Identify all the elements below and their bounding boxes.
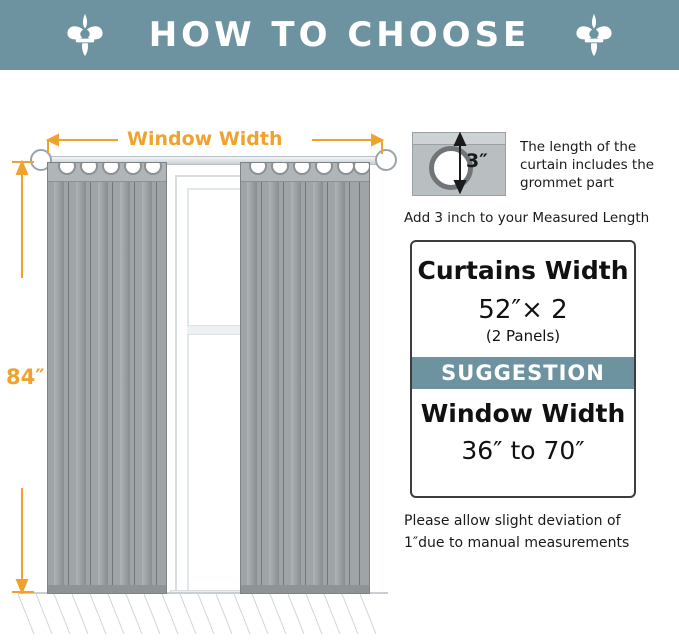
panels-note: (2 Panels): [485, 327, 561, 345]
grommet-note-text: The length of the curtain includes the grommet part: [520, 139, 655, 191]
curtains-width-title: Curtains Width: [417, 256, 629, 285]
curtain-hem: [48, 585, 166, 593]
grommet-icon: [353, 162, 370, 175]
add-length-note: Add 3 inch to your Measured Length: [404, 210, 650, 226]
curtain-header-band: [241, 163, 369, 182]
grommet-icon: [249, 162, 267, 175]
floor-hatching-icon: [18, 594, 388, 636]
page-title: HOW TO CHOOSE: [148, 15, 531, 55]
curtains-width-value: 52″× 2: [478, 295, 568, 325]
page-header: [0, 0, 679, 70]
curtain-panel-left: [47, 162, 167, 594]
grommet-icon: [102, 162, 120, 175]
curtain-folds: [48, 163, 166, 593]
disclaimer-line-2: 1″due to manual measurements: [404, 535, 630, 551]
grommet-icon: [80, 162, 98, 175]
grommet-icon: [124, 162, 142, 175]
measurement-disclaimer: [404, 510, 676, 554]
grommet-measure-label: 3″: [466, 150, 488, 172]
grommet-icon: [144, 162, 162, 175]
window-width-range: 36″ to 70″: [461, 436, 585, 465]
diagram-canvas: [0, 70, 679, 636]
disclaimer-line-1: Please allow slight deviation of: [404, 513, 621, 529]
size-suggestion-box: [410, 240, 636, 498]
fleur-de-lis-icon: [571, 12, 617, 58]
grommet-icon: [271, 162, 289, 175]
grommet-icon: [315, 162, 333, 175]
curtain-header-band: [48, 163, 166, 182]
fleur-de-lis-icon: [62, 12, 108, 58]
window-width-label: Window Width: [127, 128, 283, 150]
curtain-folds: [241, 163, 369, 593]
floor: [18, 592, 388, 638]
curtain-height-label: 84″: [6, 365, 45, 389]
curtain-hem: [241, 585, 369, 593]
suggestion-banner: SUGGESTION: [412, 357, 634, 389]
curtain-panel-right: [240, 162, 370, 594]
grommet-icon: [293, 162, 311, 175]
grommet-icon: [58, 162, 76, 175]
window-width-title: Window Width: [420, 399, 626, 428]
